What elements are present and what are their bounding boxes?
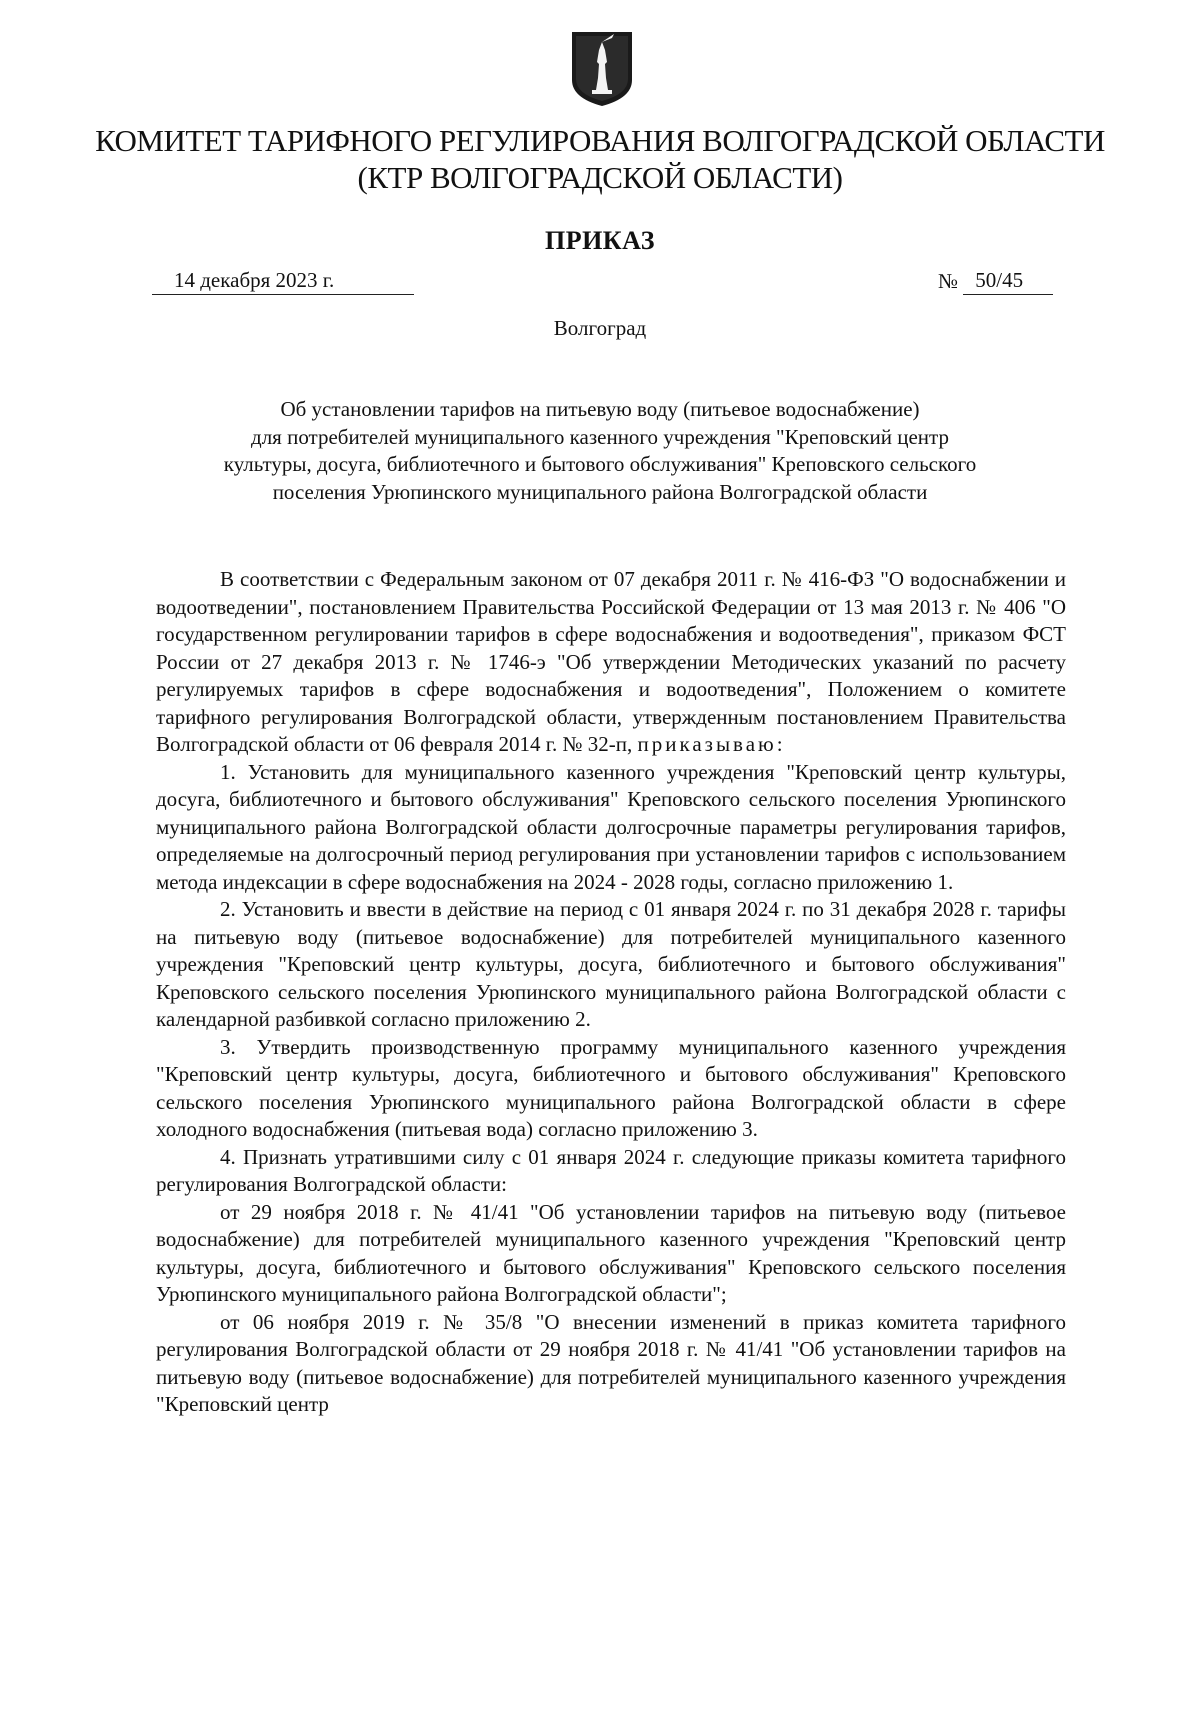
order-title: ПРИКАЗ — [544, 226, 656, 255]
order-date: 14 декабря 2023 г. — [152, 266, 414, 295]
order-body — [156, 566, 1066, 1419]
organization-short-name: (КТР ВОЛГОГРАДСКОЙ ОБЛАСТИ) — [357, 160, 843, 195]
order-item-4: 4. Признать утратившими силу с 01 января 2024 г. следующие приказы комитета тарифного регулирования Волгоградской области: — [156, 1144, 1066, 1196]
preamble-text: В соответствии с Федеральным законом от 07 декабря 2011 г. № 416-ФЗ "О водоснабжении и водоотведении", постановлением Правительства Российской Федерации от 13 мая 2013 г. № 406 "О государственном регулировании тарифов в сфере водоснабжения и водоотведения", приказом ФСТ России от 27 декабря 2013 г. № 1746-э "Об утверждении Методических указаний по расчету регулируемых тарифов в сфере водоснабжения и водоотведения", Положением о комитете тарифного регулирования Волгоградской области, утвержденным постановлением Правительства Волгоградской области от 06 февраля 2014 г. № 32-п, — [156, 567, 1066, 756]
order-subject — [150, 396, 1050, 506]
order-number-block — [938, 266, 1053, 295]
repealed-order-1: от 29 ноября 2018 г. № 41/41 "Об установлении тарифов на питьевую воду (питьевое водоснабжение) для потребителей муниципального казенного учреждения "Креповский центр культуры, досуга, библиотечного и бытового обслуживания" Креповского сельского поселения Урюпинского муниципального района Волгоградской области"; — [156, 1199, 1066, 1306]
order-item-3: 3. Утвердить производственную программу муниципального казенного учреждения "Креповский центр культуры, досуга, библиотечного и бытового обслуживания" Креповского сельского поселения Урюпинского муниципального района Волгоградской области в сфере холодного водоснабжения (питьевая вода) согласно приложению 3. — [156, 1034, 1066, 1141]
order-number: 50/45 — [963, 266, 1053, 295]
subject-line: культуры, досуга, библиотечного и бытового обслуживания" Креповского сельского — [223, 452, 977, 476]
organization-title — [0, 122, 1200, 196]
order-item-2: 2. Установить и ввести в действие на период с 01 января 2024 г. по 31 декабря 2028 г. тарифы на питьевую воду (питьевое водоснабжение) для потребителей муниципального казенного учреждения "Креповский центр культуры, досуга, библиотечного и бытового обслуживания" Креповского сельского поселения Урюпинского муниципального района Волгоградской области с календарной разбивкой согласно приложению 2. — [156, 897, 1066, 1031]
preamble-paragraph — [156, 566, 1066, 759]
subject-line: поселения Урюпинского муниципального района Волгоградской области — [272, 479, 928, 504]
subject-line: для потребителей муниципального казенного учреждения "Креповский центр — [251, 424, 949, 449]
coat-of-arms-icon — [568, 28, 636, 108]
city: Волгоград — [553, 316, 647, 340]
number-sign: № — [938, 269, 959, 293]
organization-name: КОМИТЕТ ТАРИФНОГО РЕГУЛИРОВАНИЯ ВОЛГОГРАДСКОЙ ОБЛАСТИ — [95, 123, 1105, 158]
subject-line: Об установлении тарифов на питьевую воду (питьевое водоснабжение) — [280, 397, 920, 421]
order-item-1: 1. Установить для муниципального казенного учреждения "Креповский центр культуры, досуга, библиотечного и бытового обслуживания" Креповского сельского поселения Урюпинского муниципального района Волгоградской области долгосрочные параметры регулирования тарифов, определяемые на долгосрочный период регулирования при установлении тарифов с использованием метода индексации в сфере водоснабжения на 2024 - 2028 годы, согласно приложению 1. — [156, 759, 1066, 894]
repealed-order-2: от 06 ноября 2019 г. № 35/8 "О внесении изменений в приказ комитета тарифного регулирования Волгоградской области от 29 ноября 2018 г. № 41/41 "Об установлении тарифов на питьевую воду (питьевое водоснабжение) для потребителей муниципального казенного учреждения "Креповский центр — [156, 1309, 1066, 1416]
preamble-directive: приказываю: — [637, 732, 786, 756]
